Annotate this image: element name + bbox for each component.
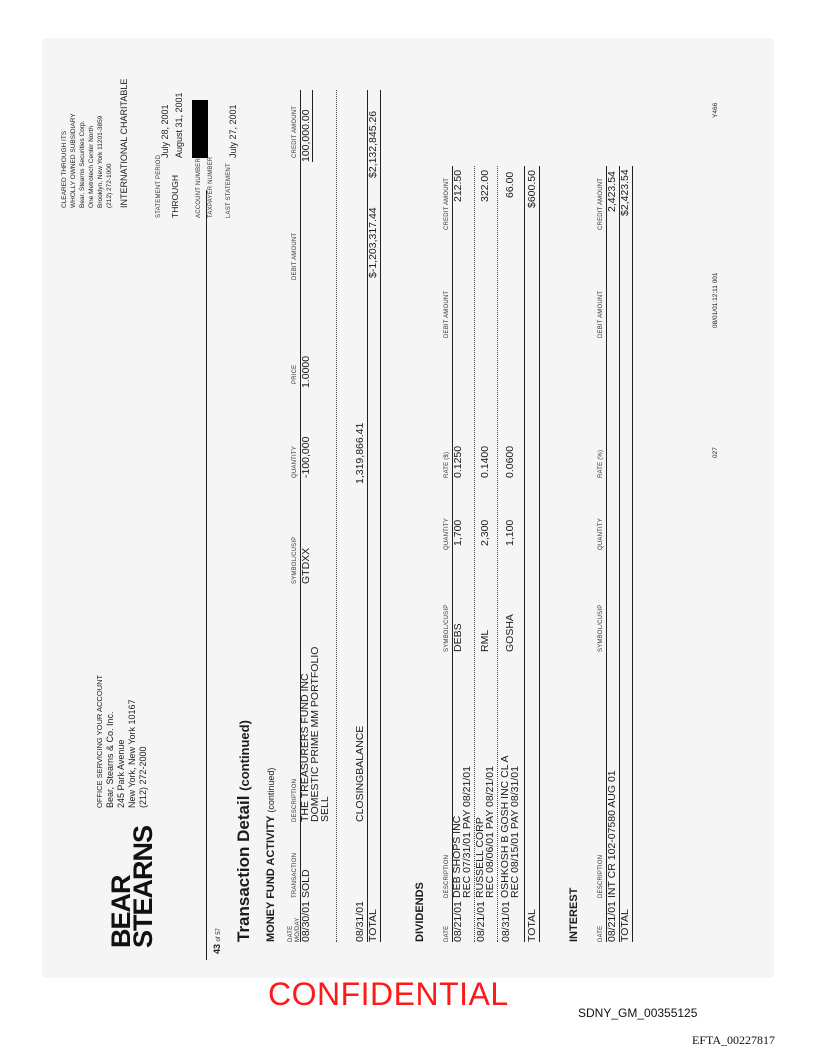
clearing-address-block: CLEARED THROUGH ITS WHOLLY OWNED SUBSIDIARY Bear, Stearns Securities Corp. One Metrotech Center North Brooklyn, New York 11201-3859 (212) 272-1000 INTERNATIONAL CHARITABLE xyxy=(61,78,129,208)
footer-code-center: 08/01/01:12:11 001 xyxy=(712,272,719,328)
bear-stearns-logo: BEAR STEARNS xyxy=(106,825,158,948)
mmf-quantity-header: QUANTITY xyxy=(292,446,298,478)
page-title: Transaction Detail (continued) xyxy=(234,720,253,942)
confidential-stamp: CONFIDENTIAL xyxy=(268,976,509,1012)
int-row-description: INT CR 102-07580 AUG 01 xyxy=(606,770,618,898)
int-date-header: DATE xyxy=(598,925,604,942)
div-row-symbol: GOSHA xyxy=(504,614,516,652)
div-row-rate: 0.1400 xyxy=(479,445,491,478)
mmf-transaction-header: TRANSACTION xyxy=(292,852,298,898)
through-value: August 31, 2001 xyxy=(174,92,184,158)
int-quantity-header: QUANTITY xyxy=(598,518,604,550)
int-description-header: DESCRIPTION xyxy=(598,854,604,898)
mmf-row-quantity: -100,000 xyxy=(300,436,312,478)
account-number-label: ACCOUNT NUMBER xyxy=(196,157,202,218)
div-symbol-header: SYMBOL/CUSIP xyxy=(444,604,450,652)
mmf-debit-header: DEBIT AMOUNT xyxy=(292,232,298,280)
int-symbol-header: SYMBOL/CUSIP xyxy=(598,604,604,652)
mmf-credit-underline xyxy=(312,90,313,162)
div-row-rate: 0.0600 xyxy=(504,445,516,478)
div-row-rate: 0.1250 xyxy=(452,445,464,478)
statement-period-label: STATEMENT PERIOD xyxy=(156,154,162,218)
div-date-header: DATE xyxy=(444,925,450,942)
page-number: 43 of 57 xyxy=(212,928,222,954)
mmf-row-symbol: GTDXX xyxy=(300,547,312,584)
statement-period-value: July 28, 2001 xyxy=(160,104,170,158)
bates-number: SDNY_GM_00355125 xyxy=(578,1006,698,1020)
mmf-row-date: 08/30/01 xyxy=(300,901,312,942)
rotated-statement-content xyxy=(42,38,774,978)
div-row-quantity: 1,100 xyxy=(504,519,516,546)
mmf-closing-label: CLOSINGBALANCE xyxy=(354,725,366,822)
int-debit-header: DEBIT AMOUNT xyxy=(598,290,604,338)
int-row-credit: 2,423.54 xyxy=(606,171,618,212)
efta-number: EFTA_00227817 xyxy=(692,1033,776,1047)
div-row-quantity: 2,300 xyxy=(479,519,491,546)
div-total-bottom-rule xyxy=(539,166,540,942)
mmf-description-header: DESCRIPTION xyxy=(292,778,298,822)
int-total-credit: $2,423.54 xyxy=(619,169,631,216)
div-row-quantity: 1,700 xyxy=(452,519,464,546)
mmf-total-label: TOTAL xyxy=(367,909,379,942)
mmf-row-transaction: SOLD xyxy=(300,869,312,898)
dividends-heading: DIVIDENDS xyxy=(414,882,426,942)
div-quantity-header: QUANTITY xyxy=(444,518,450,550)
int-total-label: TOTAL xyxy=(619,909,631,942)
mmf-date-header: DATE MO/DAY xyxy=(288,917,301,942)
div-credit-header: CREDIT AMOUNT xyxy=(444,177,450,230)
div-row-description: RUSSELL CORP REC 08/06/01 PAY 08/21/01 xyxy=(474,766,496,898)
div-row-description: OSHKOSH B GOSH INC CL A REC 08/15/01 PAY 08/31/01 xyxy=(499,755,521,898)
mmf-row-credit: 100,000.00 xyxy=(300,109,312,162)
div-row-symbol: RML xyxy=(479,629,491,652)
div-row-credit: 212.50 xyxy=(452,169,464,202)
mmf-closing-date: 08/31/01 xyxy=(354,901,366,942)
mmf-symbol-header: SYMBOL/CUSIP xyxy=(292,536,298,584)
scanned-statement-page xyxy=(42,38,774,978)
interest-heading: INTEREST xyxy=(568,887,580,942)
div-total-rule xyxy=(524,166,525,942)
footer-code-right: Y466 xyxy=(712,102,719,118)
div-row-date: 08/21/01 xyxy=(475,901,487,942)
div-row-description: DEB SHOPS INC REC 07/31/01 PAY 08/21/01 xyxy=(451,766,473,898)
account-name: INTERNATIONAL CHARITABLE xyxy=(119,78,129,208)
div-total-credit: $600.50 xyxy=(526,170,538,208)
div-row-date: 08/31/01 xyxy=(500,901,512,942)
last-statement-label: LAST STATEMENT xyxy=(226,163,232,218)
mmf-total-bottom-rule xyxy=(380,90,381,942)
mmf-row-divider xyxy=(336,90,337,942)
div-row-credit: 66.00 xyxy=(504,171,516,198)
mmf-total-debit: $-1,203,317.44 xyxy=(367,207,379,278)
int-total-bottom-rule xyxy=(632,166,633,942)
header-divider xyxy=(206,190,207,960)
int-credit-header: CREDIT AMOUNT xyxy=(598,177,604,230)
mmf-row-description: THE TREASURERS FUND INC DOMESTIC PRIME MM PORTFOLIO SELL xyxy=(299,646,331,822)
through-label: THROUGH xyxy=(170,175,180,218)
mmf-row-price: 1.0000 xyxy=(300,355,312,388)
int-rate-header: RATE (%) xyxy=(598,449,604,478)
taxpayer-number-label: TAXPAYER NUMBER xyxy=(208,156,214,218)
div-total-label: TOTAL xyxy=(526,909,538,942)
div-row-divider xyxy=(497,166,498,942)
footer-code-left: 027 xyxy=(712,447,719,458)
money-fund-heading: MONEY FUND ACTIVITY (continued) xyxy=(265,767,277,942)
mmf-credit-header: CREDIT AMOUNT xyxy=(292,105,298,158)
div-description-header: DESCRIPTION xyxy=(444,854,450,898)
div-debit-header: DEBIT AMOUNT xyxy=(444,290,450,338)
div-row-credit: 322.00 xyxy=(479,169,491,202)
div-row-symbol: DEBS xyxy=(452,623,464,652)
last-statement-value: July 27, 2001 xyxy=(228,104,238,158)
int-total-rule xyxy=(619,166,620,942)
mmf-total-credit: $2,132,845.26 xyxy=(367,110,379,178)
div-rate-header: RATE ($) xyxy=(444,451,450,478)
mmf-price-header: PRICE xyxy=(292,364,298,384)
div-row-date: 08/21/01 xyxy=(452,901,464,942)
int-row-date: 08/21/01 xyxy=(606,901,618,942)
redaction-box xyxy=(192,100,208,158)
mmf-closing-quantity: 1,319,866.41 xyxy=(354,422,366,484)
office-address-block: OFFICE SERVICING YOUR ACCOUNT Bear, Stearns & Co. Inc. 245 Park Avenue New York, New York 10167 (212) 272-2000 xyxy=(95,674,148,808)
